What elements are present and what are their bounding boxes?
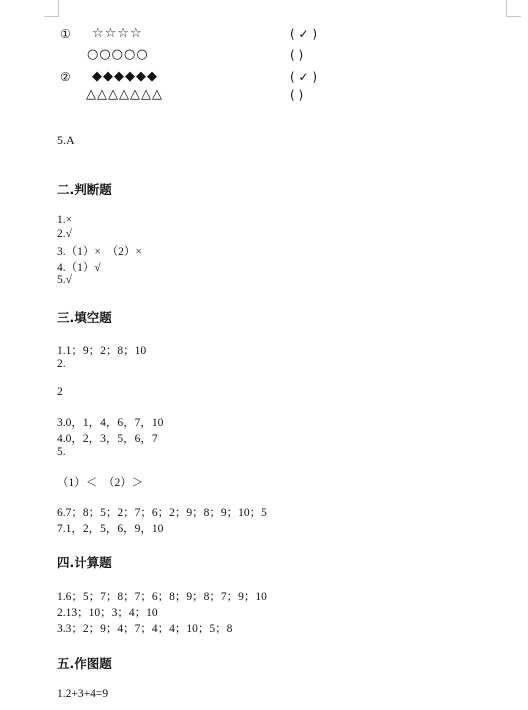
marker-1: ① [60, 27, 71, 41]
answer-2: ( ) [290, 48, 304, 62]
answer-4: ( ) [290, 88, 304, 102]
fill-item-5: 5. [57, 446, 66, 458]
diamonds-row: ◆◆◆◆◆◆ [92, 69, 158, 84]
fill-item-3: 3.0，1，4，6，7，10 [57, 417, 164, 429]
triangles-row: △△△△△△△ [86, 87, 163, 102]
fill-item-7: 7.1，2，5，6，9，10 [57, 523, 164, 535]
fill-item-5-answer: （1）＜ （2）＞ [57, 477, 144, 489]
choice-5-answer: 5.A [57, 133, 75, 147]
fill-item-4: 4.0，2，3，5，6，7 [57, 433, 158, 445]
heading-calc: 四.计算题 [57, 555, 112, 570]
judge-item-1: 1.× [57, 214, 73, 226]
judge-item-3: 3.（1）× （2）× [57, 246, 142, 258]
calc-item-2: 2.13；10；3；4；10 [57, 607, 158, 619]
crop-mark-right [506, 0, 521, 17]
heading-fill: 三.填空题 [57, 310, 112, 325]
fill-item-2: 2. [57, 358, 66, 370]
circles-row: ○○○○○ [87, 47, 149, 62]
crop-mark-left [44, 0, 59, 17]
judge-item-4: 4.（1）√ [57, 262, 101, 274]
stars-row: ☆☆☆☆ [92, 26, 143, 41]
heading-draw: 五.作图题 [57, 656, 112, 671]
heading-judge: 二.判断题 [57, 182, 112, 197]
judge-item-2: 2.√ [57, 228, 72, 240]
fill-item-6: 6.7；8；5；2；7；6；2；9；8；9；10；5 [57, 507, 267, 519]
answer-3: ( ✓ ) [290, 70, 318, 84]
answer-1: ( ✓ ) [290, 27, 318, 41]
judge-item-5: 5.√ [57, 274, 72, 286]
calc-item-1: 1.6；5；7；8；7；6；8；9；8；7；9；10 [57, 591, 267, 603]
fill-item-2-answer: 2 [57, 386, 63, 398]
draw-item-1: 1.2+3+4=9 [57, 688, 109, 700]
fill-item-1: 1.1；9；2；8；10 [57, 345, 147, 357]
marker-2: ② [60, 70, 71, 84]
calc-item-3: 3.3；2；9；4；7；4；4；10；5；8 [57, 623, 233, 635]
